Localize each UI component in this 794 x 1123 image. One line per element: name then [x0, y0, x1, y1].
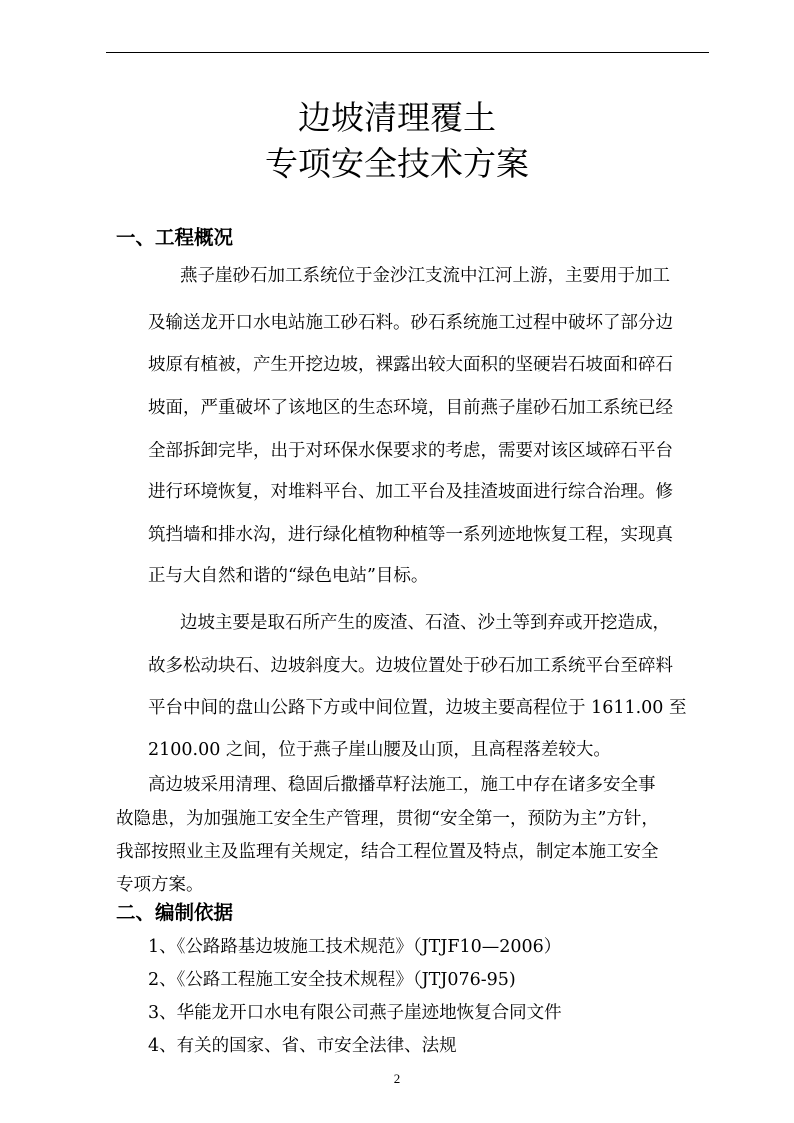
- paragraph-line: 专项方案。: [116, 875, 204, 895]
- list-item: 1、《公路路基边坡施工技术规范》（JTJF10—2006）: [148, 937, 562, 957]
- document-title-line2: 专项安全技术方案: [265, 144, 529, 183]
- paragraph-line: 高边坡采用清理、稳固后撒播草籽法施工，施工中存在诸多安全事: [148, 775, 656, 795]
- page-number: 2: [393, 1071, 401, 1086]
- paragraph-line: 故多松动块石、边坡斜度大。边坡位置处于砂石加工系统平台至碎料: [148, 656, 673, 676]
- paragraph-line: 燕子崖砂石加工系统位于金沙江支流中江河上游，主要用于加工: [180, 266, 670, 286]
- paragraph-line: 平台中间的盘山公路下方或中间位置，边坡主要高程位于 1611.00 至: [148, 698, 687, 718]
- paragraph-line: 我部按照业主及监理有关规定，结合工程位置及特点，制定本施工安全: [116, 842, 659, 862]
- paragraph-line: 及输送龙开口水电站施工砂石料。砂石系统施工过程中破坏了部分边: [148, 313, 673, 333]
- paragraph-line: 进行环境恢复，对堆料平台、加工平台及挂渣坡面进行综合治理。修: [148, 482, 673, 502]
- paragraph-line: 坡原有植被，产生开挖边坡，裸露出较大面积的坚硬岩石坡面和碎石: [148, 355, 673, 375]
- paragraph-line: 2100.00 之间，位于燕子崖山腰及山顶，且高程落差较大。: [148, 740, 611, 760]
- list-item: 2、《公路工程施工安全技术规程》（JTJ076-95): [148, 970, 516, 990]
- list-item: 4、有关的国家、省、市安全法律、法规: [148, 1036, 457, 1056]
- paragraph-line: 故隐患，为加强施工安全生产管理，贯彻“安全第一，预防为主”方针，: [116, 809, 659, 829]
- section-heading-basis: 二、编制依据: [116, 901, 234, 924]
- paragraph-line: 全部拆卸完毕，出于对环保水保要求的考虑，需要对该区域碎石平台: [148, 441, 673, 461]
- list-item: 3、华能龙开口水电有限公司燕子崖迹地恢复合同文件: [148, 1003, 562, 1023]
- header-rule: [106, 52, 709, 53]
- paragraph-line: 边坡主要是取石所产生的废渣、石渣、沙土等到弃或开挖造成，: [180, 613, 670, 633]
- paragraph-line: 坡面，严重破坏了该地区的生态环境，目前燕子崖砂石加工系统已经: [148, 398, 673, 418]
- section-heading-overview: 一、工程概况: [116, 226, 234, 249]
- document-title-line1: 边坡清理覆土: [298, 98, 496, 137]
- paragraph-line: 筑挡墙和排水沟，进行绿化植物种植等一系列迹地恢复工程，实现真: [148, 525, 673, 545]
- paragraph-line: 正与大自然和谐的“绿色电站”目标。: [148, 566, 429, 586]
